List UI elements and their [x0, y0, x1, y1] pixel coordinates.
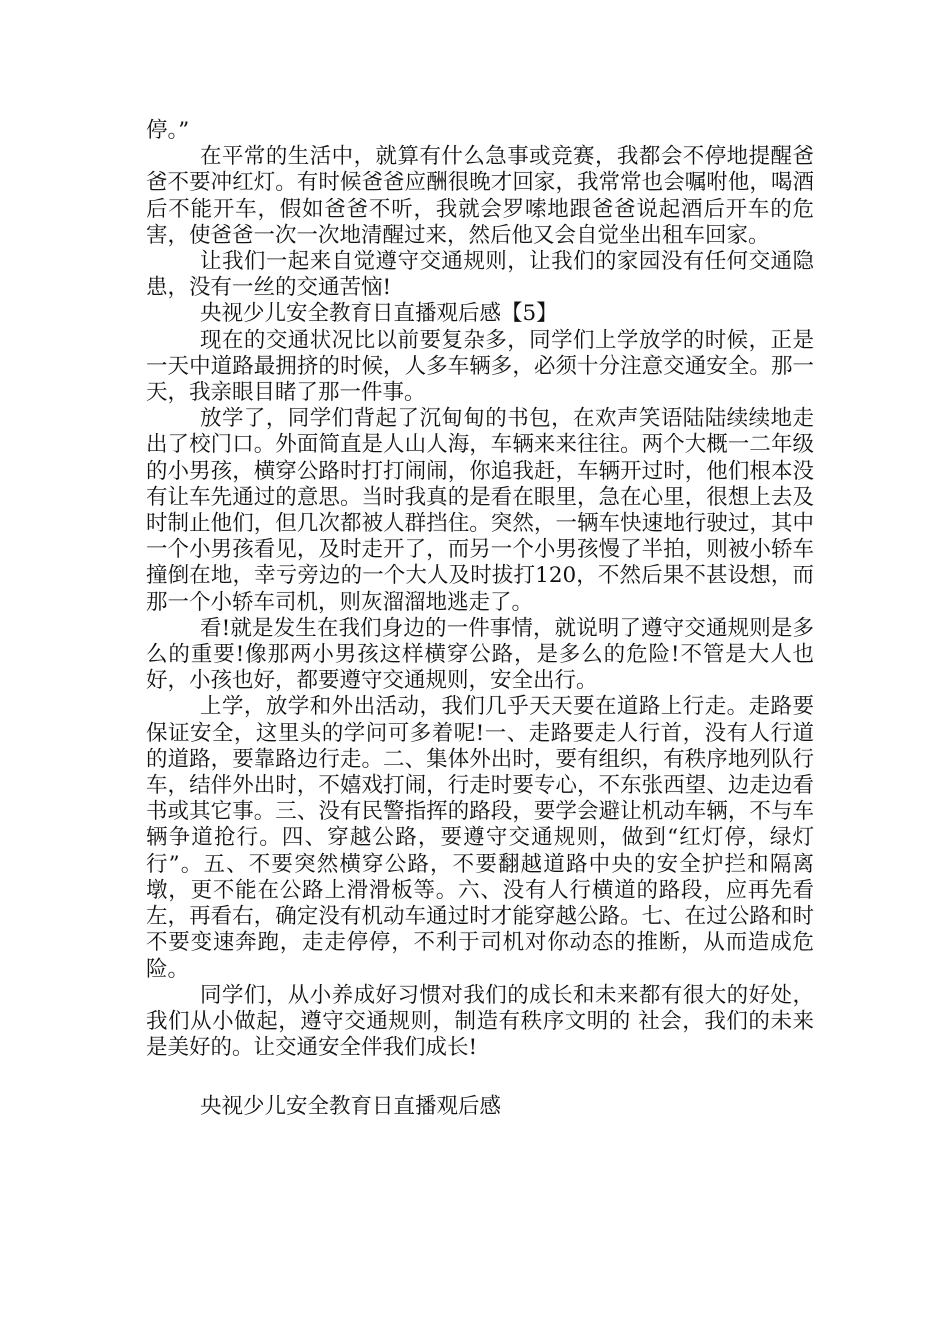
document-body — [146, 118, 814, 1061]
paragraph-9: 同学们，从小养成好习惯对我们的成长和未来都有很大的好处，我们从小做起，遵守交通规则，制造有秩序文明的 社会，我们的未来是美好的。让交通安全伴我们成长! — [146, 982, 814, 1061]
section-heading: 央视少儿安全教育日直播观后感【5】 — [200, 301, 558, 327]
paragraph-3: 让我们一起来自觉遵守交通规则，让我们的家园没有任何交通隐患，没有一丝的交通苦恼! — [146, 249, 814, 301]
footer-title: 央视少儿安全教育日直播观后感 — [200, 1094, 502, 1119]
paragraph-6: 放学了，同学们背起了沉甸甸的书包，在欢声笑语陆陆续续地走出了校门口。外面简直是人山人海，车辆来来往往。两个大概一二年级的小男孩，横穿公路时打打闹闹，你追我赶，车辆开过时，他们根本没有让车先通过的意思。当时我真的是看在眼里，急在心里，很想上去及时制止他们，但几次都被人群挡住。突然，一辆车快速地行驶过，其中一个小男孩看见，及时走开了，而另一个小男孩慢了半拍，则被小轿车撞倒在地，幸亏旁边的一个大人及时拔打120，不然后果不甚设想，而那一个小轿车司机，则灰溜溜地逃走了。 — [146, 406, 814, 615]
paragraph-8: 上学，放学和外出活动，我们几乎天天要在道路上行走。走路要保证安全，这里头的学问可多着呢!一、走路要走人行首，没有人行道的道路，要靠路边行走。二、集体外出时，要有组织，有秩序地列队行车，结伴外出时，不嬉戏打闹，行走时要专心，不东张西望、边走边看书或其它事。三、没有民警指挥的路段，要学会避让机动车辆，不与车辆争道抢行。四、穿越公路，要遵守交通规则，做到“红灯停，绿灯行”。五、不要突然横穿公路，不要翻越道路中央的安全护拦和隔离墩，更不能在公路上滑滑板等。六、没有人行横道的路段，应再先看左，再看右，确定没有机动车通过时才能穿越公路。七、在过公路和时不要变速奔跑，走走停停，不利于司机对你动态的推断，从而造成危险。 — [146, 694, 814, 982]
paragraph-2: 在平常的生活中，就算有什么急事或竞赛，我都会不停地提醒爸爸不要冲红灯。有时候爸爸应酬很晚才回家，我常常也会嘱咐他，喝酒后不能开车，假如爸爸不听，我就会罗嗦地跟爸爸说起酒后开车的危害，使爸爸一次一次地清醒过来，然后他又会自觉坐出租车回家。 — [146, 144, 814, 248]
paragraph-1: 停。” — [146, 118, 190, 143]
paragraph-5: 现在的交通状况比以前要复杂多，同学们上学放学的时候，正是一天中道路最拥挤的时候，人多车辆多，必须十分注意交通安全。那一天，我亲眼目睹了那一件事。 — [146, 327, 814, 406]
paragraph-7: 看!就是发生在我们身边的一件事情，就说明了遵守交通规则是多么的重要!像那两小男孩这样横穿公路，是多么的危险!不管是大人也好，小孩也好，都要遵守交通规则，安全出行。 — [146, 615, 814, 694]
